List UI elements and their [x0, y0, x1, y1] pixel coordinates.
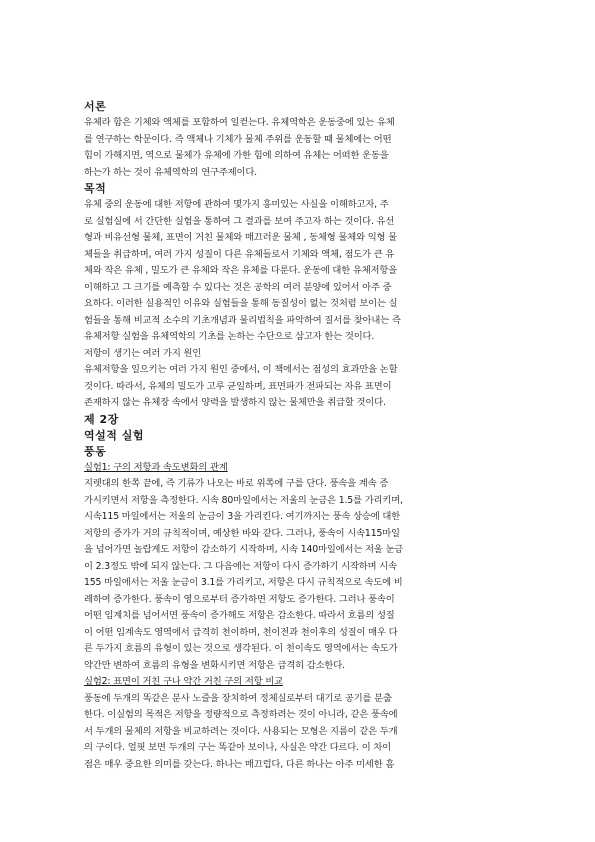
text-line: 의 구이다. 얼핏 보면 두개의 구는 똑같아 보이나, 사실은 약간 다르다. 이 차이 [84, 742, 392, 753]
text-line: 요하다. 이러한 실용적인 이유와 실험들을 통해 동질성이 없는 것처럼 보이는 실 [84, 298, 398, 309]
purpose-section [84, 181, 512, 346]
lab-heading: 역설적 실험 [84, 428, 144, 442]
intro-paragraph [84, 115, 512, 181]
document-page [84, 99, 512, 773]
text-line: 한다. 이실험의 목적은 저항을 정량적으로 측정하려는 것이 아니라, 같은 풍속에 [84, 709, 398, 720]
text-line: 형과 비유선형 물체, 표면이 거친 물체와 매끄러운 물체 , 동체형 물체와 익형 물 [84, 232, 398, 243]
purpose-paragraph [84, 197, 512, 346]
text-line: 을 넘어가면 놀랍게도 저항이 감소하기 시작하며, 시속 140마일에서는 저울 눈금 [84, 544, 404, 555]
text-line: 힘이 가해지면, 역으로 물체가 유체에 가한 힘에 의하여 유체는 어떠한 운동을 [84, 150, 389, 161]
causes-heading: 저항이 생기는 여러 가지 원인 [84, 347, 202, 359]
text-line: 유체 중의 운동에 대한 저항에 관하여 몇가지 흥미있는 사실을 이해하고자, 주 [84, 199, 389, 210]
text-line: 지렛대의 한쪽 끝에, 즉 기류가 나오는 바로 위쪽에 구를 단다. 풍속을 계속 증 [84, 478, 389, 489]
experiment-1-paragraph [84, 476, 512, 674]
tunnel-heading: 풍동 [84, 444, 107, 458]
text-line: 체들을 취급하며, 여러 가지 성질이 다른 유체들로서 기체와 액체, 점도가 큰 유 [84, 248, 395, 260]
experiment-2-paragraph [84, 691, 512, 774]
causes-paragraph [84, 362, 512, 412]
experiment-1-section [84, 460, 512, 675]
chapter-heading: 제 2장 [84, 412, 119, 426]
text-line: 어떤 임계치를 넘어서면 풍속이 증가해도 저항은 감소한다. 따라서 흐름의 성질 [84, 610, 395, 621]
text-line: 저항의 증가가 거의 규칙적이며, 예상한 바와 같다. 그러나, 풍속이 시속115마일 [84, 527, 400, 539]
text-line: 유체저항 실험을 유체역학의 기초를 논하는 수단으로 삼고자 한는 것이다. [84, 331, 375, 342]
text-line: 로 실험실에 서 간단한 실험을 통하여 그 결과를 보여 주고자 하는 것이다. 유선 [84, 215, 395, 227]
purpose-heading: 목적 [84, 182, 107, 195]
intro-section [84, 99, 512, 181]
text-line: 서 두개의 물체의 저항을 비교하려는 것이다. 사용되는 모형은 지름이 같은 두개 [84, 725, 398, 737]
causes-section [84, 346, 512, 412]
text-line: 유체라 함은 기체와 액체를 포함하여 일컫는다. 유체역학은 운동중에 있는 유체 [84, 117, 395, 128]
text-line: 유체저항을 일으키는 여러 가지 원인 중에서, 이 책에서는 점성의 효과만을 논할 [84, 364, 398, 375]
intro-heading: 서론 [84, 100, 107, 113]
text-line: 점은 매우 중요한 의미를 갖는다. 하나는 매끄럽다, 다른 하나는 아주 미세한 흠 [84, 758, 395, 770]
text-line: 례하여 증가한다. 풍속이 영으로부터 증가하면 저항도 증가한다. 그러나 풍속이 [84, 593, 395, 605]
text-line: 약간만 변하여 흐름의 유형을 변화시키면 저항은 급격히 감소한다. [84, 659, 345, 671]
text-line: 풍동에 두개의 똑같은 분사 노즐을 장치하여 정체실로부터 대기로 공기를 분출 [84, 692, 392, 704]
text-line: 하는가 하는 것이 유체역학의 연구주제이다. [84, 166, 257, 178]
text-line: 험들을 통해 비교적 소수의 기초개념과 물리법칙을 파악하여 질서를 찾아내는 즉 [84, 314, 401, 326]
text-line: 이 2.3정도 밖에 되지 않는다. 그 다음에는 저항이 다시 증가하기 시작하며 시속 [84, 560, 397, 572]
text-line: 존재하지 않는 유체장 속에서 양력을 발생하지 않는 물체만을 취급할 것이다. [84, 397, 386, 408]
text-line: 155 마일에서는 저울 눈금이 3.1를 가리키고, 저항은 다시 규칙적으로 속도에 비 [84, 577, 403, 588]
experiment-2-title: 실험2: 표면이 거친 구나 약간 거친 구의 저항 비교 [84, 676, 283, 687]
text-line: 가시키면서 저항을 측정한다. 시속 80마일에서는 저울의 눈금은 1.5를 가리키며, [84, 494, 403, 506]
text-line: 른 두가지 흐름의 유형이 있는 것으로 생각된다. 이 천이속도 영역에서는 속도가 [84, 643, 398, 654]
experiment-1-title: 실험1: 구의 저항과 속도변화의 관계 [84, 461, 228, 473]
experiment-2-section [84, 674, 512, 773]
text-line: 를 연구하는 학문이다. 즉 액체나 기체가 물체 주위를 운동할 때 물체에는 어떤 [84, 133, 392, 145]
text-line: 시속115 마일에서는 저울의 눈금이 3을 가리킨다. 여기까지는 풍속 상승에 대한 [84, 511, 401, 522]
text-line: 이 어떤 임계속도 영역에서 급격히 천이하며, 천이전과 천이후의 성질이 매우 다 [84, 626, 398, 638]
text-line: 것이다. 따라서, 유체의 밀도가 고루 균일하며, 표면파가 전파되는 자유 표면이 [84, 380, 392, 392]
text-line: 체와 작은 유체 , 밀도가 큰 유체와 작은 유체를 다룬다. 운동에 대한 유체저항을 [84, 265, 398, 276]
text-line: 이해하고 그 크기를 예측할 수 있다는 것은 공학의 여러 분양에 있어서 아주 중 [84, 281, 392, 293]
